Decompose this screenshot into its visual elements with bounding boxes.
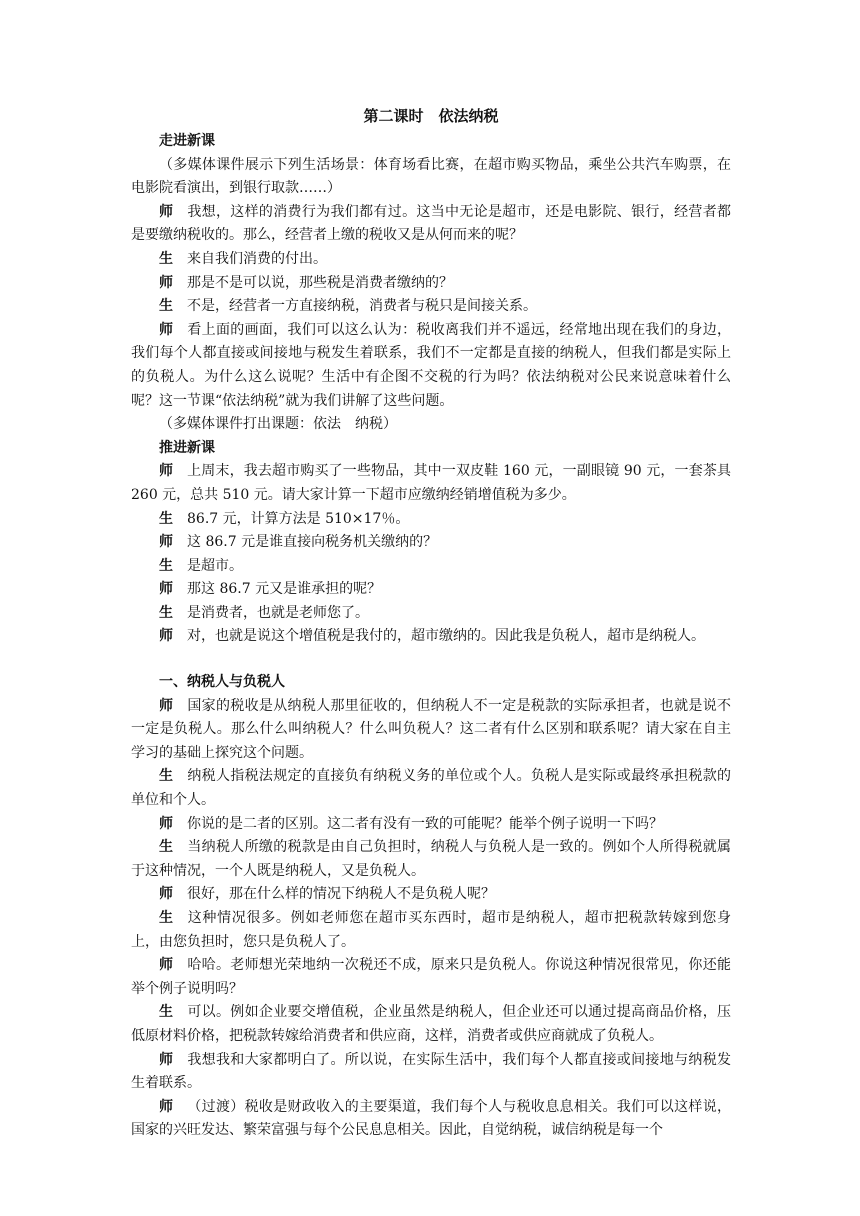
dialogue-line [131,201,731,248]
speaker-label: 生 [159,557,173,574]
dialogue-text: 当纳税人所缴的税款是由自己负担时，纳税人与负税人是一致的。例如个人所得税就属于这种情况，一个人既是纳税人，又是负税人。 [131,839,732,879]
section-heading-advance: 推进新课 [159,439,215,456]
dialogue-text: 我想，这样的消费行为我们都有过。这当中无论是超市，还是电影院、银行，经营者都是要缴纳税收的。那么，经营者上缴的税收又是从何而来的呢？ [131,203,732,244]
dialogue-line [131,625,731,649]
dialogue-line [131,295,731,319]
dialogue-text: 86.7 元，计算方法是 510×17％。 [187,510,410,527]
dialogue-block-taxpayer [131,695,731,1143]
dialogue-line [131,836,731,883]
speaker-label: 师 [159,886,173,903]
dialogue-text: 不是，经营者一方直接纳税，消费者与税只是间接关系。 [187,298,537,315]
document-body [131,102,731,1143]
speaker-label: 生 [159,839,174,856]
dialogue-line [131,695,731,766]
dialogue-line [131,460,731,507]
dialogue-text: 来自我们消费的付出。 [187,250,327,267]
dialogue-line [131,555,731,579]
dialogue-line [131,248,731,272]
dialogue-text: 那是不是可以说，那些税是消费者缴纳的？ [187,274,453,291]
speaker-label: 师 [159,534,173,551]
speaker-label: 师 [159,463,174,480]
dialogue-text: 看上面的画面，我们可以这么认为：税收离我们并不遥远，经常地出现在我们的身边，我们每个人都直接或间接地与税发生着联系，我们不一定都是直接的纳税人，但我们都是实际上的负税人。为什么这么说呢？生活中有企图不交税的行为吗？依法纳税对公民来说意味着什么呢？这一节课“依法纳税”就为我们讲解了这些问题。 [131,321,732,409]
speaker-label: 师 [159,1098,174,1115]
speaker-label: 师 [159,815,173,832]
dialogue-text: 纳税人指税法规定的直接负有纳税义务的单位或个人。负税人是实际或最终承担税款的单位和个人。 [131,768,732,809]
speaker-label: 师 [159,957,174,974]
dialogue-line [131,272,731,296]
speaker-label: 师 [159,1051,174,1068]
dialogue-text: 这 86.7 元是谁直接向税务机关缴纳的？ [187,534,438,551]
dialogue-line [131,531,731,555]
dialogue-line [131,602,731,626]
dialogue-line [131,1096,731,1143]
speaker-label: 师 [159,697,174,714]
dialogue-text: 可以。例如企业要交增值税，企业虽然是纳税人，但企业还可以通过提高商品价格，压低原材料价格，把税款转嫁给消费者和供应商，这样，消费者或供应商就成了负税人。 [131,1004,732,1044]
dialogue-text: 是超市。 [187,557,243,574]
speaker-label: 生 [159,910,174,926]
speaker-label: 师 [159,203,174,220]
dialogue-block-advance [131,460,731,649]
dialogue-text: 对，也就是说这个增值税是我付的，超市缴纳的。因此我是负税人，超市是纳税人。 [187,628,705,645]
stage-note: （多媒体课件展示下列生活场景：体育场看比赛，在超市购买物品，乘坐公共汽车购票，在电影院看演出，到银行取款……） [131,156,731,197]
dialogue-line [131,578,731,602]
section-heading-intro: 走进新课 [159,133,215,149]
dialogue-text: （过渡）税收是财政收入的主要渠道，我们每个人与税收息息相关。我们可以这样说，国家的兴旺发达、繁荣富强与每个公民息息相关。因此，自觉纳税，诚信纳税是每一个 [131,1098,732,1139]
dialogue-line [131,954,731,1001]
dialogue-text: 是消费者，也就是老师您了。 [187,604,369,621]
speaker-label: 生 [159,604,173,621]
dialogue-line [131,1001,731,1048]
dialogue-text: 那这 86.7 元又是谁承担的呢？ [187,581,382,598]
dialogue-block-intro [131,201,731,413]
section-heading-taxpayer: 一、纳税人与负税人 [159,674,285,691]
speaker-label: 生 [159,768,174,785]
dialogue-text: 国家的税收是从纳税人那里征收的，但纳税人不一定是税款的实际承担者，也就是说不一定是负税人。那么什么叫纳税人？什么叫负税人？这二者有什么区别和联系呢？请大家在自主学习的基础上探究这个问题。 [131,697,732,761]
dialogue-text: 这种情况很多。例如老师您在超市买东西时，超市是纳税人，超市把税款转嫁到您身上，由您负担时，您只是负税人了。 [131,910,731,950]
speaker-label: 师 [159,274,173,291]
dialogue-line [131,883,731,907]
stage-note-title: （多媒体课件打出课题：依法 纳税） [159,416,397,433]
speaker-label: 师 [159,321,174,338]
spacer [131,649,731,671]
dialogue-line [131,508,731,532]
dialogue-line [131,907,731,954]
speaker-label: 师 [159,581,173,598]
dialogue-text: 哈哈。老师想光荣地纳一次税还不成，原来只是负税人。你说这种情况很常见，你还能举个例子说明吗？ [131,957,732,997]
dialogue-text: 很好，那在什么样的情况下纳税人不是负税人呢？ [187,886,495,903]
page-title: 第二课时 依法纳税 [363,107,499,125]
speaker-label: 生 [159,250,173,267]
speaker-label: 师 [159,628,173,645]
dialogue-line [131,813,731,837]
speaker-label: 生 [159,298,173,315]
dialogue-text: 上周末，我去超市购买了一些物品，其中一双皮鞋 160 元，一副眼镜 90 元，一套茶具 260 元，总共 510 元。请大家计算一下超市应缴纳经销增值税为多少。 [131,463,731,503]
speaker-label: 生 [159,510,173,527]
dialogue-line [131,765,731,812]
dialogue-text: 我想我和大家都明白了。所以说，在实际生活中，我们每个人都直接或间接地与纳税发生着联系。 [131,1051,732,1092]
speaker-label: 生 [159,1004,174,1021]
dialogue-line [131,1049,731,1096]
dialogue-line [131,319,731,413]
dialogue-text: 你说的是二者的区别。这二者有没有一致的可能呢？能举个例子说明一下吗？ [187,815,663,832]
